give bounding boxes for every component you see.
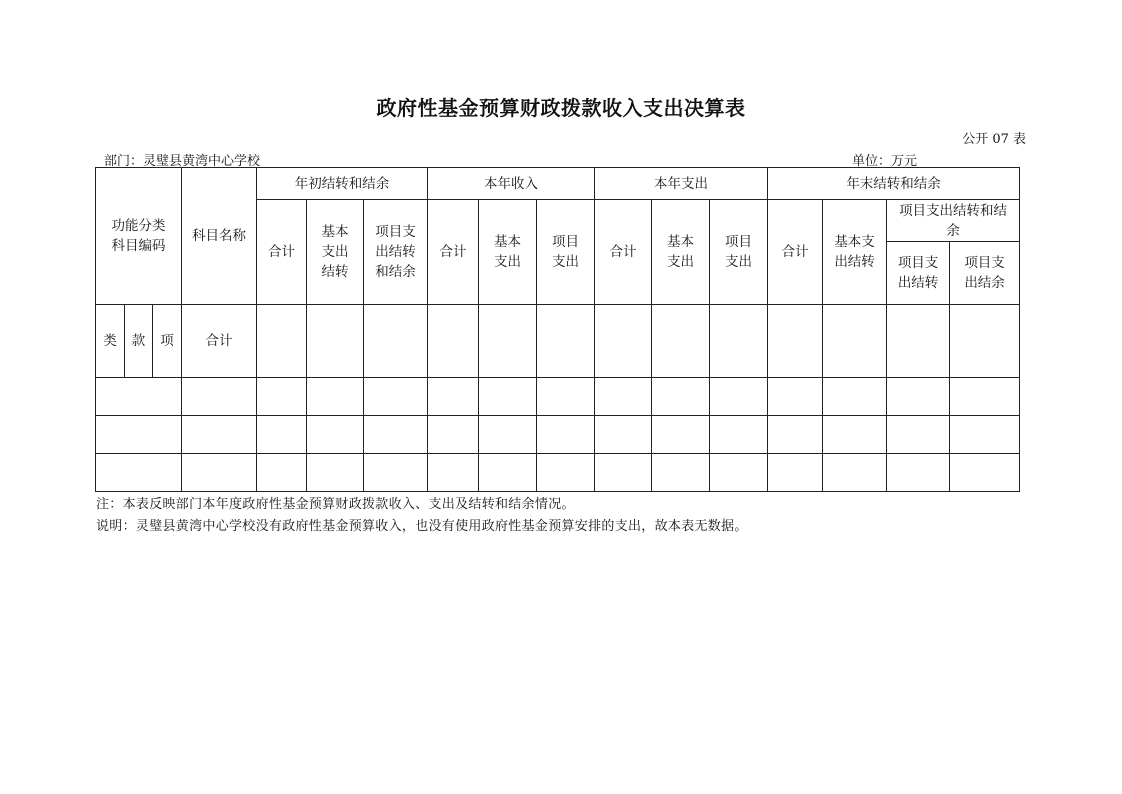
table-cell: [257, 454, 307, 492]
table-cell: [887, 416, 950, 454]
table-footnote: 注：本表反映部门本年度政府性基金预算财政拨款收入、支出及结转和结余情况。: [96, 497, 575, 512]
table-row: [96, 416, 1020, 454]
table-cell: [96, 378, 182, 416]
header-current-expense: 本年支出: [595, 168, 768, 200]
table-cell: [768, 454, 823, 492]
table-cell: [950, 416, 1020, 454]
table-cell: [823, 378, 887, 416]
table-cell: [595, 378, 652, 416]
header-xiang: 项: [153, 305, 182, 378]
table-cell: [710, 305, 768, 378]
table-cell: [479, 454, 537, 492]
table-cell: [182, 416, 257, 454]
table-cell: [950, 378, 1020, 416]
table-cell: [307, 416, 364, 454]
table-cell: [479, 305, 537, 378]
header-closing-project-group: 项目支出结转和结 余: [887, 200, 1020, 242]
table-cell: [307, 378, 364, 416]
header-opening-balance: 年初结转和结余: [257, 168, 428, 200]
table-cell: [307, 305, 364, 378]
table-cell: [537, 416, 595, 454]
table-cell: [768, 416, 823, 454]
header-opening-total: 合计: [257, 200, 307, 305]
table-cell: [710, 416, 768, 454]
header-income-project: 项目 支出: [537, 200, 595, 305]
header-closing-basic: 基本支 出结转: [823, 200, 887, 305]
department-label: 部门：灵璧县黄湾中心学校: [104, 154, 261, 169]
header-kuan: 款: [125, 305, 153, 378]
table-cell: [710, 378, 768, 416]
table-cell: [428, 378, 479, 416]
table-cell: [950, 454, 1020, 492]
table-cell: [537, 454, 595, 492]
table-explanation: 说明：灵璧县黄湾中心学校没有政府性基金预算收入，也没有使用政府性基金预算安排的支出，故本表无数据。: [96, 519, 748, 534]
header-closing-project-carry: 项目支 出结转: [887, 242, 950, 305]
header-current-income: 本年收入: [428, 168, 595, 200]
table-cell: [257, 305, 307, 378]
table-cell: [182, 454, 257, 492]
table-cell: [595, 416, 652, 454]
table-cell: [652, 378, 710, 416]
table-cell: [710, 454, 768, 492]
table-cell: [182, 378, 257, 416]
unit-label: 单位：万元: [852, 154, 918, 169]
header-opening-basic: 基本 支出 结转: [307, 200, 364, 305]
table-cell: [595, 454, 652, 492]
table-cell: [479, 416, 537, 454]
header-func-code: 功能分类 科目编码: [96, 168, 182, 305]
header-income-total: 合计: [428, 200, 479, 305]
table-cell: [950, 305, 1020, 378]
table-cell: [428, 305, 479, 378]
table-cell: [768, 305, 823, 378]
table-cell: [595, 305, 652, 378]
table-cell: [823, 305, 887, 378]
table-cell: [257, 378, 307, 416]
table-cell: [887, 454, 950, 492]
table-cell: [479, 378, 537, 416]
table-cell: [428, 454, 479, 492]
header-closing-balance: 年末结转和结余: [768, 168, 1020, 200]
header-closing-total: 合计: [768, 200, 823, 305]
table-cell: [823, 454, 887, 492]
table-cell: [652, 454, 710, 492]
table-cell: [257, 416, 307, 454]
table-cell: [364, 454, 428, 492]
header-lei: 类: [96, 305, 125, 378]
header-expense-project: 项目 支出: [710, 200, 768, 305]
header-expense-basic: 基本 支出: [652, 200, 710, 305]
table-row: [96, 454, 1020, 492]
table-cell: [537, 378, 595, 416]
table-cell: [652, 416, 710, 454]
table-cell: [364, 305, 428, 378]
table-cell: [887, 378, 950, 416]
page-title: 政府性基金预算财政拨款收入支出决算表: [376, 96, 746, 120]
table-cell: [364, 378, 428, 416]
table-cell: [428, 416, 479, 454]
table-cell: [364, 416, 428, 454]
header-expense-total: 合计: [595, 200, 652, 305]
table-cell: [768, 378, 823, 416]
total-row-label: 合计: [182, 305, 257, 378]
table-cell: [96, 416, 182, 454]
table-cell: [887, 305, 950, 378]
header-subject-name: 科目名称: [182, 168, 257, 305]
table-row: [96, 378, 1020, 416]
header-closing-project-surplus: 项目支 出结余: [950, 242, 1020, 305]
table-cell: [537, 305, 595, 378]
table-cell: [96, 454, 182, 492]
table-cell: [307, 454, 364, 492]
table-cell: [652, 305, 710, 378]
table-cell: [823, 416, 887, 454]
header-opening-project: 项目支 出结转 和结余: [364, 200, 428, 305]
form-number: 公开 07 表: [962, 132, 1026, 147]
budget-table: [95, 167, 1020, 492]
header-income-basic: 基本 支出: [479, 200, 537, 305]
